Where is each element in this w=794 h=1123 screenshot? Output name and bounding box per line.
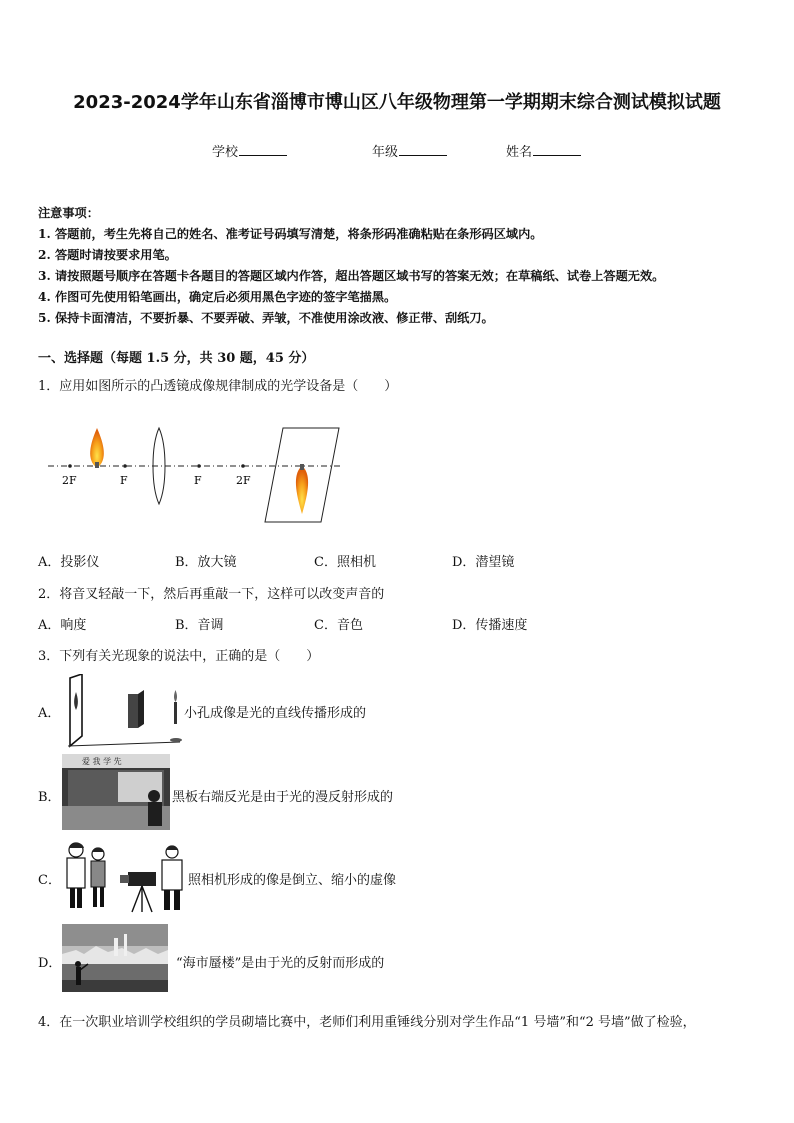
q2-option-b[interactable]: B．音调 [175,618,224,633]
note-item: 5. 保持卡面清洁，不要折暴、不要弄破、弄皱，不准使用涂改液、修正带、刮纸刀。 [38,311,494,325]
note-item: 3. 请按照题号顺序在答题卡各题目的答题区域内作答，超出答题区域书写的答案无效；在草稿纸、试卷上答题无效。 [38,269,665,283]
name-field[interactable] [506,141,581,160]
question-1: 1．应用如图所示的凸透镜成像规律制成的光学设备是（ ） [38,379,398,394]
camera-people-image [62,840,186,914]
question-3: 3．下列有关光现象的说法中，正确的是（ ） [38,649,320,664]
q2-option-d[interactable]: D．传播速度 [452,618,528,633]
svg-text:爱 我 学 先: 爱 我 学 先 [82,757,122,766]
blackboard-image [62,754,170,830]
q1-option-d[interactable]: D．潜望镜 [452,555,515,570]
q3-option-b-label[interactable]: B． [38,790,61,805]
label-f-right: F [194,474,202,487]
mirage-image [62,924,168,992]
focal-point [197,464,201,468]
section-heading: 一、选择题（每题 1.5 分，共 30 题，45 分） [38,351,315,366]
q1-option-a[interactable]: A．投影仪 [38,555,100,570]
q3-option-d-text[interactable]: “海市蜃楼”是由于光的反射而形成的 [176,956,385,971]
focal-point [123,464,127,468]
q3-option-a-label[interactable]: A． [38,706,61,721]
q1-option-b[interactable]: B．放大镜 [175,555,237,570]
school-blank[interactable] [239,143,287,156]
label-2f-left: 2F [62,474,77,487]
question-2: 2．将音叉轻敲一下，然后再重敲一下，这样可以改变声音的 [38,587,385,602]
exam-title: 2023-2024学年山东省淄博市博山区八年级物理第一学期期末综合测试模拟试题 [73,92,721,113]
lens-diagram [40,418,360,528]
focal-point [241,464,245,468]
notes-heading: 注意事项： [38,206,99,220]
note-item: 1. 答题前，考生先将自己的姓名、准考证号码填写清楚，将条形码准确粘贴在条形码区域内。 [38,227,543,241]
label-f-left: F [120,474,128,487]
inverted-flame-icon [296,466,308,514]
q3-option-c-label[interactable]: C． [38,873,61,888]
name-label: 姓名 [506,145,533,160]
note-item: 2. 答题时请按要求用笔。 [38,248,177,262]
q3-option-b-text[interactable]: 黑板右端反光是由于光的漫反射形成的 [172,790,394,805]
question-4: 4．在一次职业培训学校组织的学员砌墙比赛中，老师们利用重锤线分别对学生作品“1 号墙”和“2 号墙”做了检验， [38,1015,696,1030]
school-field[interactable] [212,141,287,160]
q2-option-c[interactable]: C．音色 [314,618,363,633]
label-2f-right: 2F [236,474,251,487]
grade-label: 年级 [372,145,399,160]
q3-option-c-text[interactable]: 照相机形成的像是倒立、缩小的虚像 [188,873,397,888]
inverted-candle [300,464,304,470]
candle-body [95,462,99,468]
q3-option-d-label[interactable]: D． [38,956,62,971]
pinhole-image [64,674,182,748]
focal-point [68,464,72,468]
q1-option-c[interactable]: C．照相机 [314,555,376,570]
q2-option-a[interactable]: A．响度 [38,618,87,633]
grade-blank[interactable] [399,143,447,156]
notes-section [38,203,664,329]
q3-option-a-text[interactable]: 小孔成像是光的直线传播形成的 [184,706,367,721]
note-item: 4. 作图可先使用铅笔画出，确定后必须用黑色字迹的签字笔描黑。 [38,290,397,304]
grade-field[interactable] [372,141,447,160]
name-blank[interactable] [533,143,581,156]
school-label: 学校 [212,145,239,160]
